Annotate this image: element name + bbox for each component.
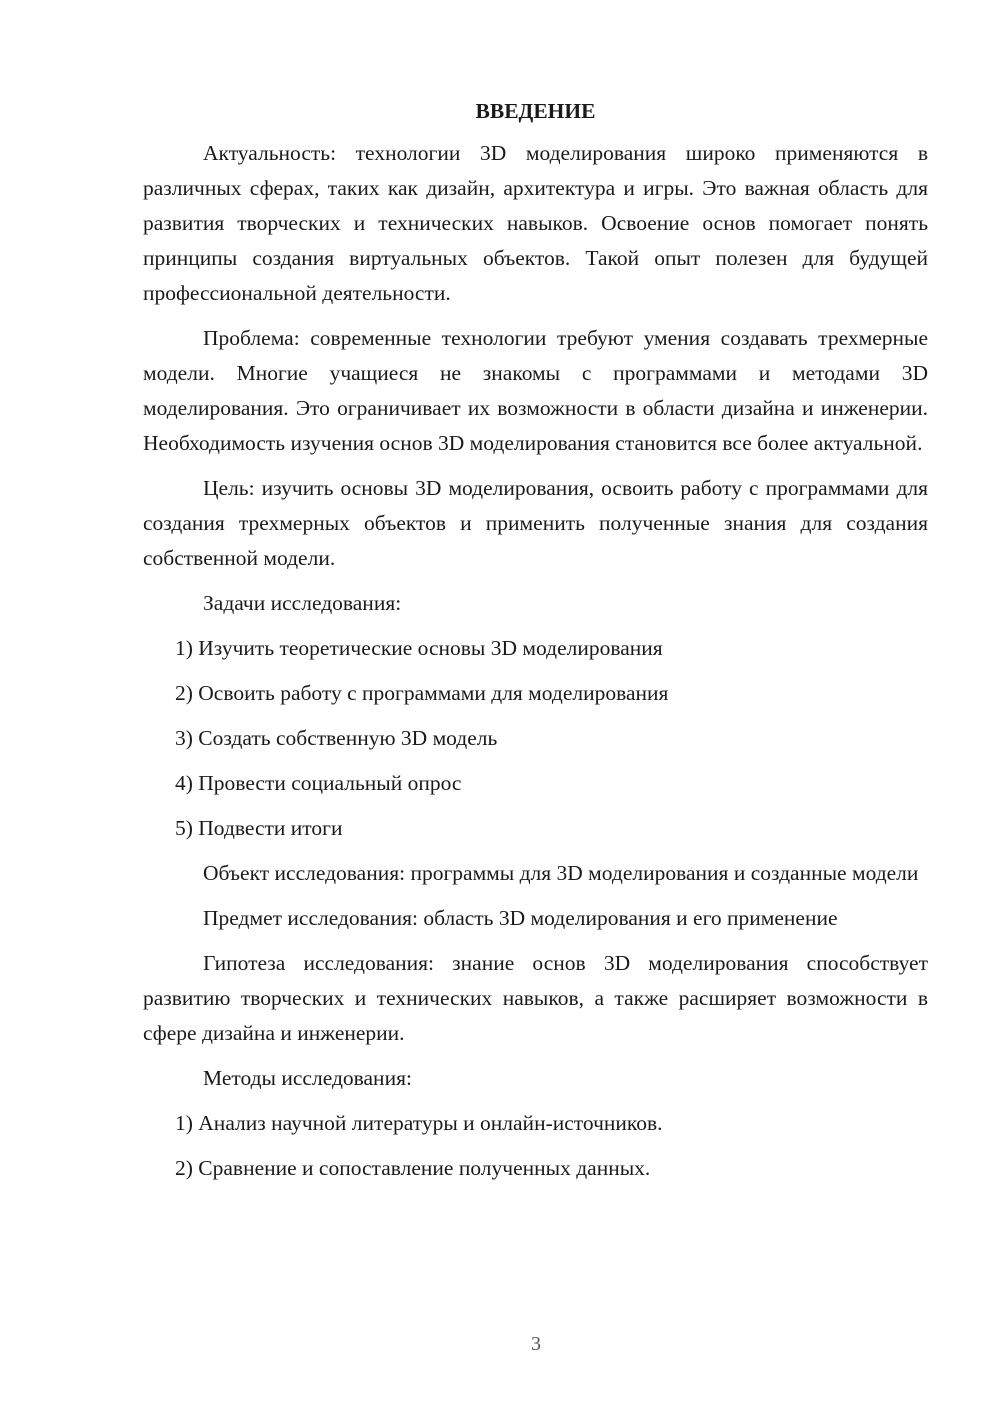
methods-list [143,1106,928,1186]
methods-label: Методы исследования: [203,1066,412,1090]
list-item: 1) Анализ научной литературы и онлайн-источников. [175,1111,663,1135]
section-title: ВВЕДЕНИЕ [475,99,596,123]
tasks-label: Задачи исследования: [203,591,402,615]
list-item: 3) Создать собственную 3D модель [175,726,498,750]
tasks-list [143,631,928,846]
relevance-paragraph: Актуальность: технологии 3D моделирования широко применяются в различных сферах, таких как дизайн, архитектура и игры. Это важная область для развития творческих и технических навыков. Освоение основ помогает понять принципы создания виртуальных объектов. Такой опыт полезен для будущей профессиональной деятельности. [143,141,928,305]
list-item: 2) Сравнение и сопоставление полученных данных. [175,1156,651,1180]
list-item: 4) Провести социальный опрос [175,771,462,795]
goal-paragraph: Цель: изучить основы 3D моделирования, освоить работу с программами для создания трехмерных объектов и применить полученные знания для создания собственной модели. [143,476,928,570]
document-page [143,96,928,1196]
object-paragraph: Объект исследования: программы для 3D моделирования и созданные модели [203,861,919,885]
list-item: 5) Подвести итоги [175,816,343,840]
subject-paragraph: Предмет исследования: область 3D моделирования и его применение [203,906,838,930]
list-item: 2) Освоить работу с программами для моделирования [175,681,669,705]
list-item: 1) Изучить теоретические основы 3D моделирования [175,636,663,660]
page-number: 3 [531,1333,541,1355]
hypothesis-paragraph: Гипотеза исследования: знание основ 3D моделирования способствует развитию творческих и технических навыков, а также расширяет возможности в сфере дизайна и инженерии. [143,951,928,1045]
problem-paragraph: Проблема: современные технологии требуют умения создавать трехмерные модели. Многие учащиеся не знакомы с программами и методами 3D моделирования. Это ограничивает их возможности в области дизайна и инженерии. Необходимость изучения основ 3D моделирования становится все более актуальной. [143,326,928,455]
